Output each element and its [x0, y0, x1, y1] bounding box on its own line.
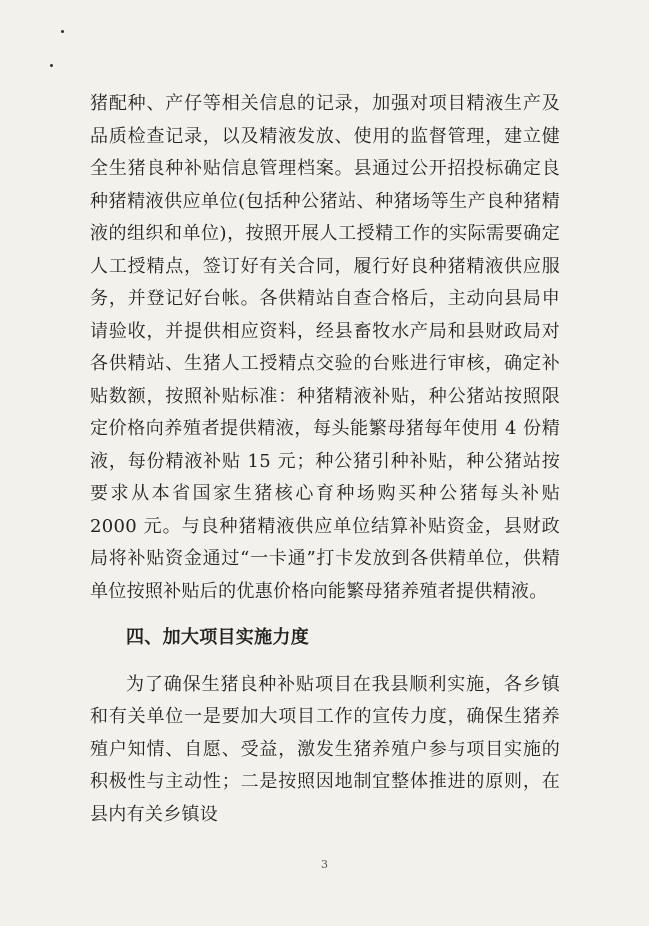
- scan-speck: [61, 30, 64, 33]
- document-body: [90, 88, 560, 831]
- section-heading-4: 四、加大项目实施力度: [126, 627, 309, 648]
- scan-speck: [50, 64, 53, 67]
- paragraph-subsidy-procedure: 猪配种、产仔等相关信息的记录，加强对项目精液生产及品质检查记录，以及精液发放、使用的监督管理，建立健全生猪良种补贴信息管理档案。县通过公开招投标确定良种猪精液供应单位(包括种公猪站、种猪场等生产良种猪精液的组织和单位)，按照开展人工授精工作的实际需要确定人工授精点，签订好有关合同，履行好良种猪精液供应服务，并登记好台帐。各供精站自查合格后，主动向县局申请验收，并提供相应资料，经县畜牧水产局和县财政局对各供精站、生猪人工授精点交验的台账进行审核，确定补贴数额，按照补贴标准：种猪精液补贴，种公猪站按照限定价格向养殖者提供精液，每头能繁母猪每年使用 4 份精液，每份精液补贴 15 元；种公猪引种补贴，种公猪站按要求从本省国家生猪核心育种场购买种公猪每头补贴 2000 元。与良种猪精液供应单位结算补贴资金，县财政局将补贴资金通过“一卡通”打卡发放到各供精单位，供精单位按照补贴后的优惠价格向能繁母猪养殖者提供精液。: [90, 93, 560, 602]
- page-number: 3: [321, 858, 328, 871]
- paragraph-implementation: 为了确保生猪良种补贴项目在我县顺利实施，各乡镇和有关单位一是要加大项目工作的宣传力度，确保生猪养殖户知情、自愿、受益，激发生猪养殖户参与项目实施的积极性与主动性；二是按照因地制宜整体推进的原则，在县内有关乡镇设: [90, 673, 560, 825]
